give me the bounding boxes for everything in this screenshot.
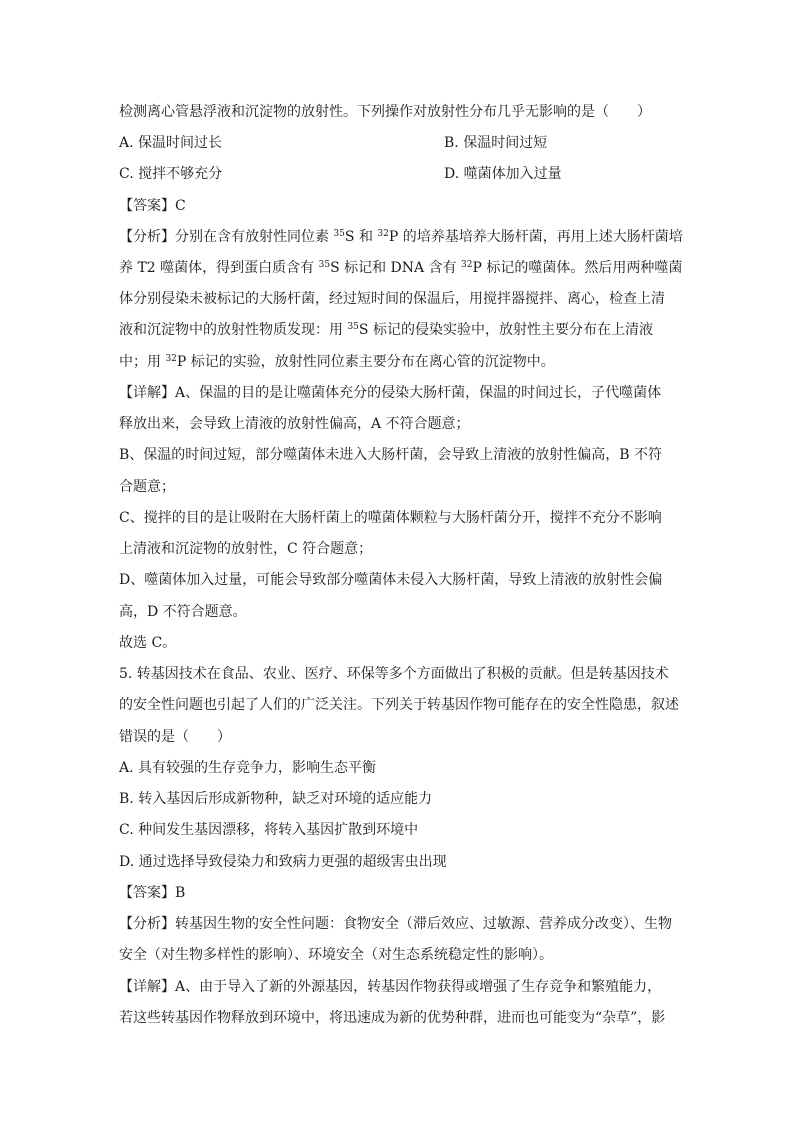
q5-detail-line-1: 【详解】A、由于导入了新的外源基因，转基因作物获得或增强了生存竞争和繁殖能力， — [119, 979, 662, 995]
q4-detail-line-4: 合题意； — [119, 479, 175, 495]
q4-stem-tail: 检测离心管悬浮液和沉淀物的放射性。下列操作对放射性分布几乎无影响的是（ ） — [119, 104, 651, 120]
q4-answer: 【答案】C — [119, 198, 186, 214]
q5-detail-line-2: 若这些转基因作物释放到环境中，将迅速成为新的优势种群，进而也可能变为“杂草”，影 — [119, 1010, 666, 1026]
q4-analysis-line-2: 养 T2 噬菌体，得到蛋白质含有 $^{35}$S 标记和 DNA 含有 $^{32}$P 标记的噬菌体。然后用两种噬菌 — [119, 260, 683, 276]
q5-option-c: C. 种间发生基因漂移，将转入基因扩散到环境中 — [119, 822, 419, 838]
q4-analysis-line-5: 中；用 $^{32}$P 标记的实验，放射性同位素主要分布在离心管的沉淀物中。 — [119, 354, 555, 370]
q5-option-d: D. 通过选择导致侵染力和致病力更强的超级害虫出现 — [119, 854, 447, 870]
q5-stem-line-2: 的安全性问题也引起了人们的广泛关注。下列关于转基因作物可能存在的安全性隐患，叙述 — [119, 697, 679, 713]
q4-detail-line-1: 【详解】A、保温的目的是让噬菌体充分的侵染大肠杆菌，保温的时间过长，子代噬菌体 — [119, 385, 662, 401]
q5-stem-line-1: 5. 转基因技术在食品、农业、医疗、环保等多个方面做出了积极的贡献。但是转基因技术 — [119, 666, 669, 682]
q4-detail-line-6: 上清液和沉淀物的放射性，C 符合题意； — [119, 541, 373, 557]
q4-option-b: B. 保温时间过短 — [444, 135, 548, 151]
q4-analysis-line-1: 【分析】分别在含有放射性同位素 $^{35}$S 和 $^{32}$P 的培养基培养大肠杆菌，再用上述大肠杆菌培 — [119, 229, 683, 245]
q4-analysis-line-4: 液和沉淀物中的放射性物质发现：用 $^{35}$S 标记的侵染实验中，放射性主要分布在上清液 — [119, 322, 653, 338]
q5-analysis-line-1: 【分析】转基因生物的安全性问题：食物安全（滞后效应、过敏源、营养成分改变）、生物 — [119, 916, 672, 932]
q4-analysis-line-3: 体分别侵染未被标记的大肠杆菌，经过短时间的保温后，用搅拌器搅拌、离心，检查上清 — [119, 291, 665, 307]
q4-detail-line-8: 高，D 不符合题意。 — [119, 604, 247, 620]
q5-analysis-line-2: 安全（对生物多样性的影响）、环境安全（对生态系统稳定性的影响）。 — [119, 947, 553, 963]
q4-detail-line-5: C、搅拌的目的是让吸附在大肠杆菌上的噬菌体颗粒与大肠杆菌分开，搅拌不充分不影响 — [119, 510, 662, 526]
q5-stem-line-3: 错误的是（ ） — [119, 729, 231, 745]
q4-detail-line-9: 故选 C。 — [119, 635, 177, 651]
q4-option-c: C. 搅拌不够充分 — [119, 166, 223, 182]
q5-option-a: A. 具有较强的生存竞争力，影响生态平衡 — [119, 760, 377, 776]
q4-detail-line-3: B、保温的时间过短，部分噬菌体未进入大肠杆菌，会导致上清液的放射性偏高，B 不符 — [119, 447, 663, 463]
q4-option-a: A. 保温时间过长 — [119, 135, 223, 151]
q4-detail-line-2: 释放出来，会导致上清液的放射性偏高，A 不符合题意； — [119, 416, 470, 432]
q5-option-b: B. 转入基因后形成新物种，缺乏对环境的适应能力 — [119, 791, 433, 807]
q4-option-d: D. 噬菌体加入过量 — [444, 166, 562, 182]
q5-answer: 【答案】B — [119, 885, 186, 901]
q4-detail-line-7: D、噬菌体加入过量，可能会导致部分噬菌体未侵入大肠杆菌，导致上清液的放射性会偏 — [119, 572, 663, 588]
